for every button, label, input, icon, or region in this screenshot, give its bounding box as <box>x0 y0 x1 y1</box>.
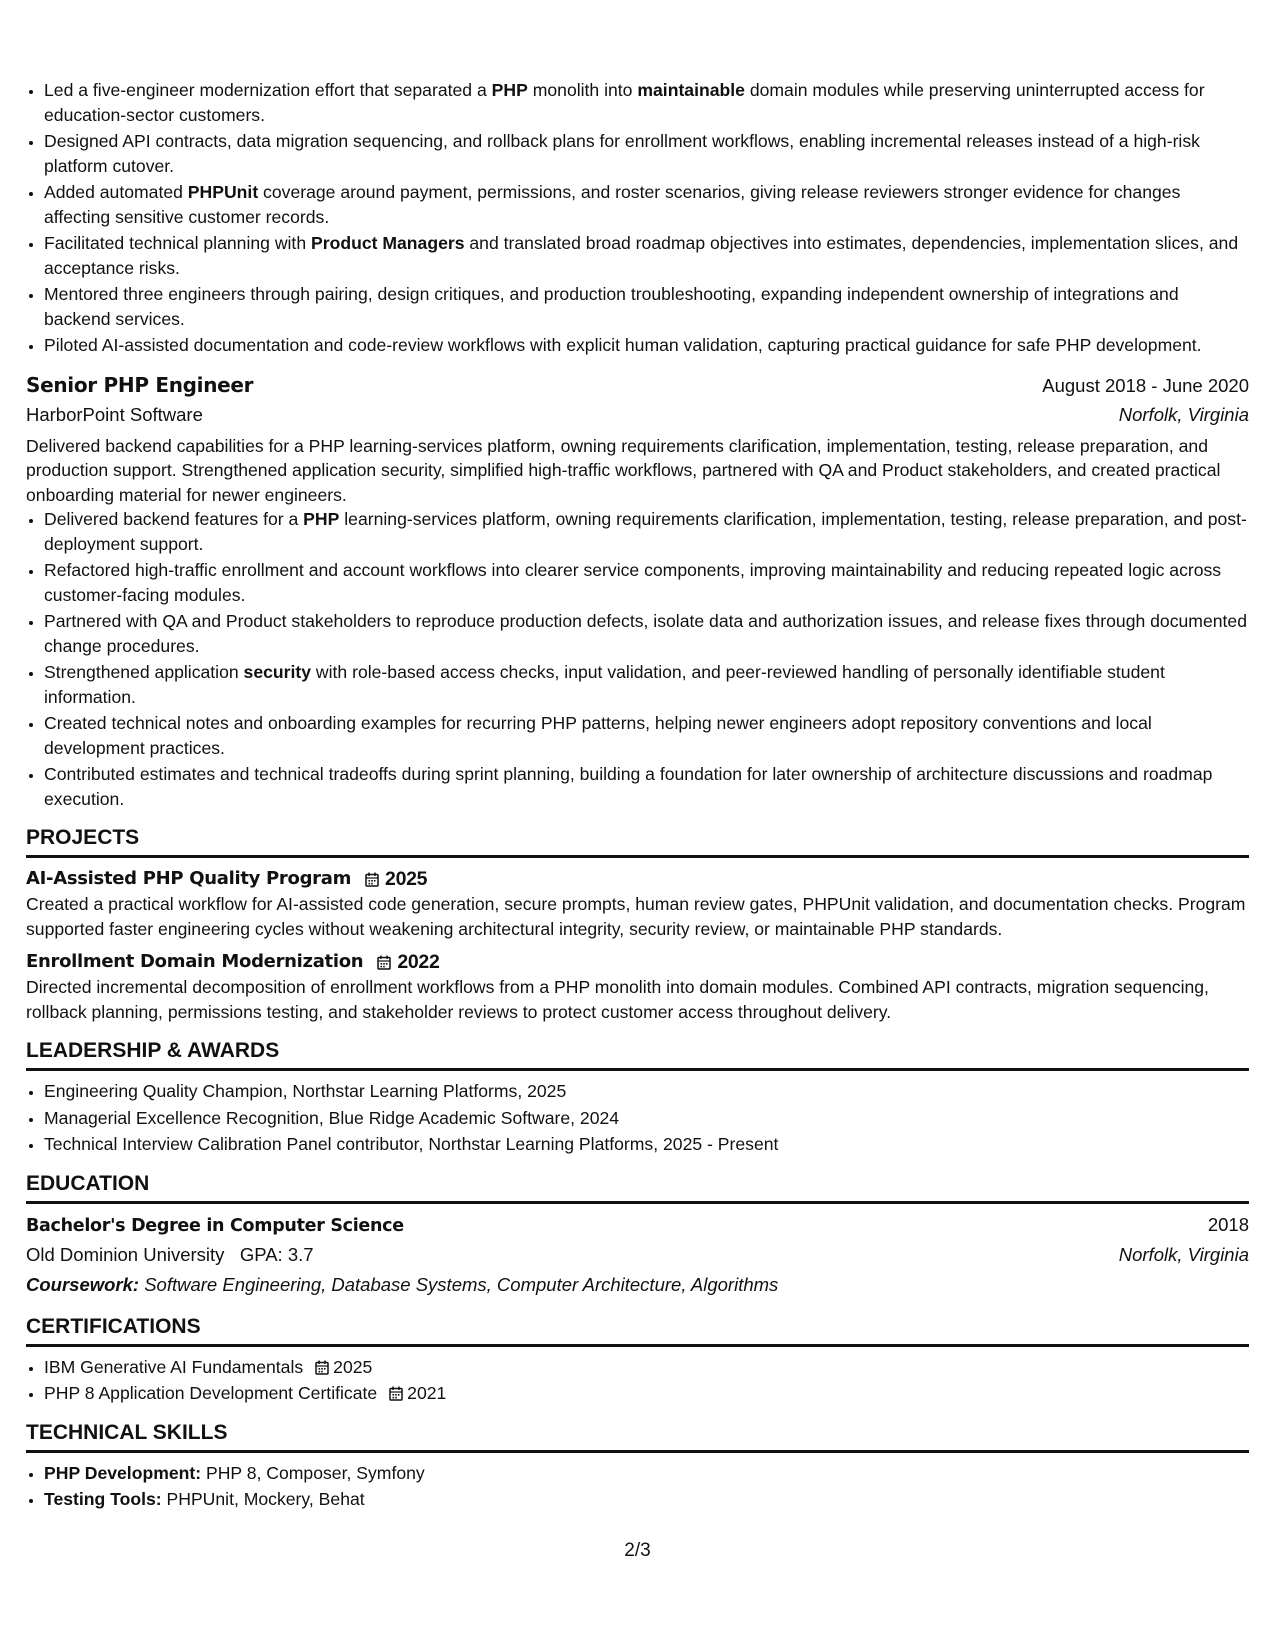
list-item: • Partnered with QA and Product stakeholders to reproduce production defects, isolate data and authorization issues, and release fixes through documented change procedures. <box>44 609 1249 658</box>
section-title: PROJECTS <box>26 823 1249 858</box>
leadership-section <box>26 1036 1249 1157</box>
certifications-list <box>26 1355 1249 1406</box>
education-section <box>26 1169 1249 1300</box>
cert-year: 2021 <box>407 1383 447 1403</box>
skills-section <box>26 1418 1249 1512</box>
section-title: TECHNICAL SKILLS <box>26 1418 1249 1453</box>
job-subheader <box>26 400 1249 430</box>
list-item: • Designed API contracts, data migration sequencing, and rollback plans for enrollment workflows, enabling incremental releases instead of a high-risk platform cutover. <box>44 129 1249 178</box>
list-item: • Delivered backend features for a PHP learning-services platform, owning requirements clarification, implementation, testing, release preparation, and post-deployment support. <box>44 507 1249 556</box>
company-name: HarborPoint Software <box>26 403 203 425</box>
list-item: • Engineering Quality Champion, Northstar Learning Platforms, 2025 <box>44 1079 1249 1104</box>
degree-title: Bachelor's Degree in Computer Science <box>26 1215 404 1236</box>
calendar-icon <box>377 955 391 970</box>
skill-label: PHP Development: <box>44 1462 202 1483</box>
skill-value: PHPUnit, Mockery, Behat <box>166 1489 365 1509</box>
list-item: • Contributed estimates and technical tradeoffs during sprint planning, building a foundation for later ownership of architecture discussions and roadmap execution. <box>44 762 1249 811</box>
list-item: • Strengthened application security with role-based access checks, input validation, and peer-reviewed handling of personally identifiable student information. <box>44 660 1249 709</box>
skill-value: PHP 8, Composer, Symfony <box>205 1462 425 1483</box>
list-item <box>44 1355 1249 1380</box>
calendar-icon <box>389 1386 403 1401</box>
education-header <box>26 1212 1249 1240</box>
job-title: Senior PHP Engineer <box>26 372 254 397</box>
section-title: CERTIFICATIONS <box>26 1312 1249 1347</box>
school-name: Old Dominion University <box>26 1243 225 1265</box>
list-item: • Led a five-engineer modernization effort that separated a PHP monolith into maintainable domain modules while preserving uninterrupted access for education-sector customers. <box>44 78 1249 127</box>
section-title: LEADERSHIP & AWARDS <box>26 1036 1249 1071</box>
calendar-icon <box>315 1360 329 1375</box>
graduation-year: 2018 <box>1207 1213 1249 1235</box>
school-location: Norfolk, Virginia <box>1118 1243 1249 1265</box>
leadership-list <box>26 1079 1249 1157</box>
coursework <box>26 1270 1249 1300</box>
list-item: • Piloted AI-assisted documentation and code-review workflows with explicit human validation, capturing practical guidance for safe PHP development. <box>44 333 1249 358</box>
project-name: Enrollment Domain Modernization <box>26 951 364 972</box>
list-item: • Facilitated technical planning with Product Managers and translated broad roadmap objectives into estimates, dependencies, implementation slices, and acceptance risks. <box>44 231 1249 280</box>
list-item <box>44 1461 1249 1486</box>
skill-label: Testing Tools: <box>44 1489 162 1509</box>
job-dates: August 2018 - June 2020 <box>1042 374 1249 396</box>
project-description: Created a practical workflow for AI-assisted code generation, secure prompts, human review gates, PHPUnit validation, and documentation checks. Program supported faster engineering cycles without weakening architectural integrity, security review, or maintainable PHP standards. <box>26 894 1246 939</box>
job-header <box>26 370 1249 400</box>
projects-section <box>26 823 1249 1024</box>
list-item: • Created technical notes and onboarding examples for recurring PHP patterns, helping newer engineers adopt repository conventions and local development practices. <box>44 711 1249 760</box>
list-item: • Added automated PHPUnit coverage around payment, permissions, and roster scenarios, giving release reviewers stronger evidence for changes affecting sensitive customer records. <box>44 180 1249 229</box>
cert-name: IBM Generative AI Fundamentals <box>44 1356 304 1377</box>
list-item: • Managerial Excellence Recognition, Blue Ridge Academic Software, 2024 <box>44 1106 1249 1131</box>
calendar-icon <box>365 872 379 887</box>
project-name: AI-Assisted PHP Quality Program <box>26 868 352 889</box>
project-header <box>26 949 1249 975</box>
intro-bullet-list <box>26 78 1249 358</box>
list-item <box>44 1381 1249 1406</box>
list-item: • Mentored three engineers through pairing, design critiques, and production troubleshooting, expanding independent ownership of integrations and backend services. <box>44 282 1249 331</box>
list-item <box>44 1487 1249 1512</box>
project-header <box>26 866 1249 892</box>
page-number: 2/3 <box>624 1540 651 1561</box>
list-item: • Technical Interview Calibration Panel contributor, Northstar Learning Platforms, 2025 - Present <box>44 1132 1249 1157</box>
job-summary: Delivered backend capabilities for a PHP learning-services platform, owning requirements clarification, implementation, testing, release preparation, and production support. Strengthened application security, simplified high-traffic workflows, partnered with QA and Product stakeholders, and created practical onboarding material for newer engineers. <box>26 435 1221 505</box>
project-year: 2022 <box>397 951 440 973</box>
coursework-label: Coursework: <box>26 1273 140 1295</box>
project-year: 2025 <box>385 868 428 890</box>
education-subheader <box>26 1240 1249 1270</box>
certifications-section <box>26 1312 1249 1406</box>
cert-name: PHP 8 Application Development Certificate <box>44 1383 378 1403</box>
gpa: GPA: 3.7 <box>239 1243 314 1265</box>
cert-year: 2025 <box>333 1356 373 1377</box>
coursework-list: Software Engineering, Database Systems, Computer Architecture, Algorithms <box>144 1273 779 1295</box>
job-bullet-list <box>26 507 1249 811</box>
list-item: • Refactored high-traffic enrollment and account workflows into clearer service components, improving maintainability and reducing repeated logic across customer-facing modules. <box>44 558 1249 607</box>
section-title: EDUCATION <box>26 1169 1249 1204</box>
skills-list <box>26 1461 1249 1512</box>
job-location: Norfolk, Virginia <box>1118 403 1249 425</box>
project-description: Directed incremental decomposition of enrollment workflows from a PHP monolith into domain modules. Combined API contracts, migration sequencing, rollback planning, permissions testing, and stakeholder reviews to protect customer access throughout delivery. <box>26 977 1209 1022</box>
resume-page <box>26 78 1249 1514</box>
